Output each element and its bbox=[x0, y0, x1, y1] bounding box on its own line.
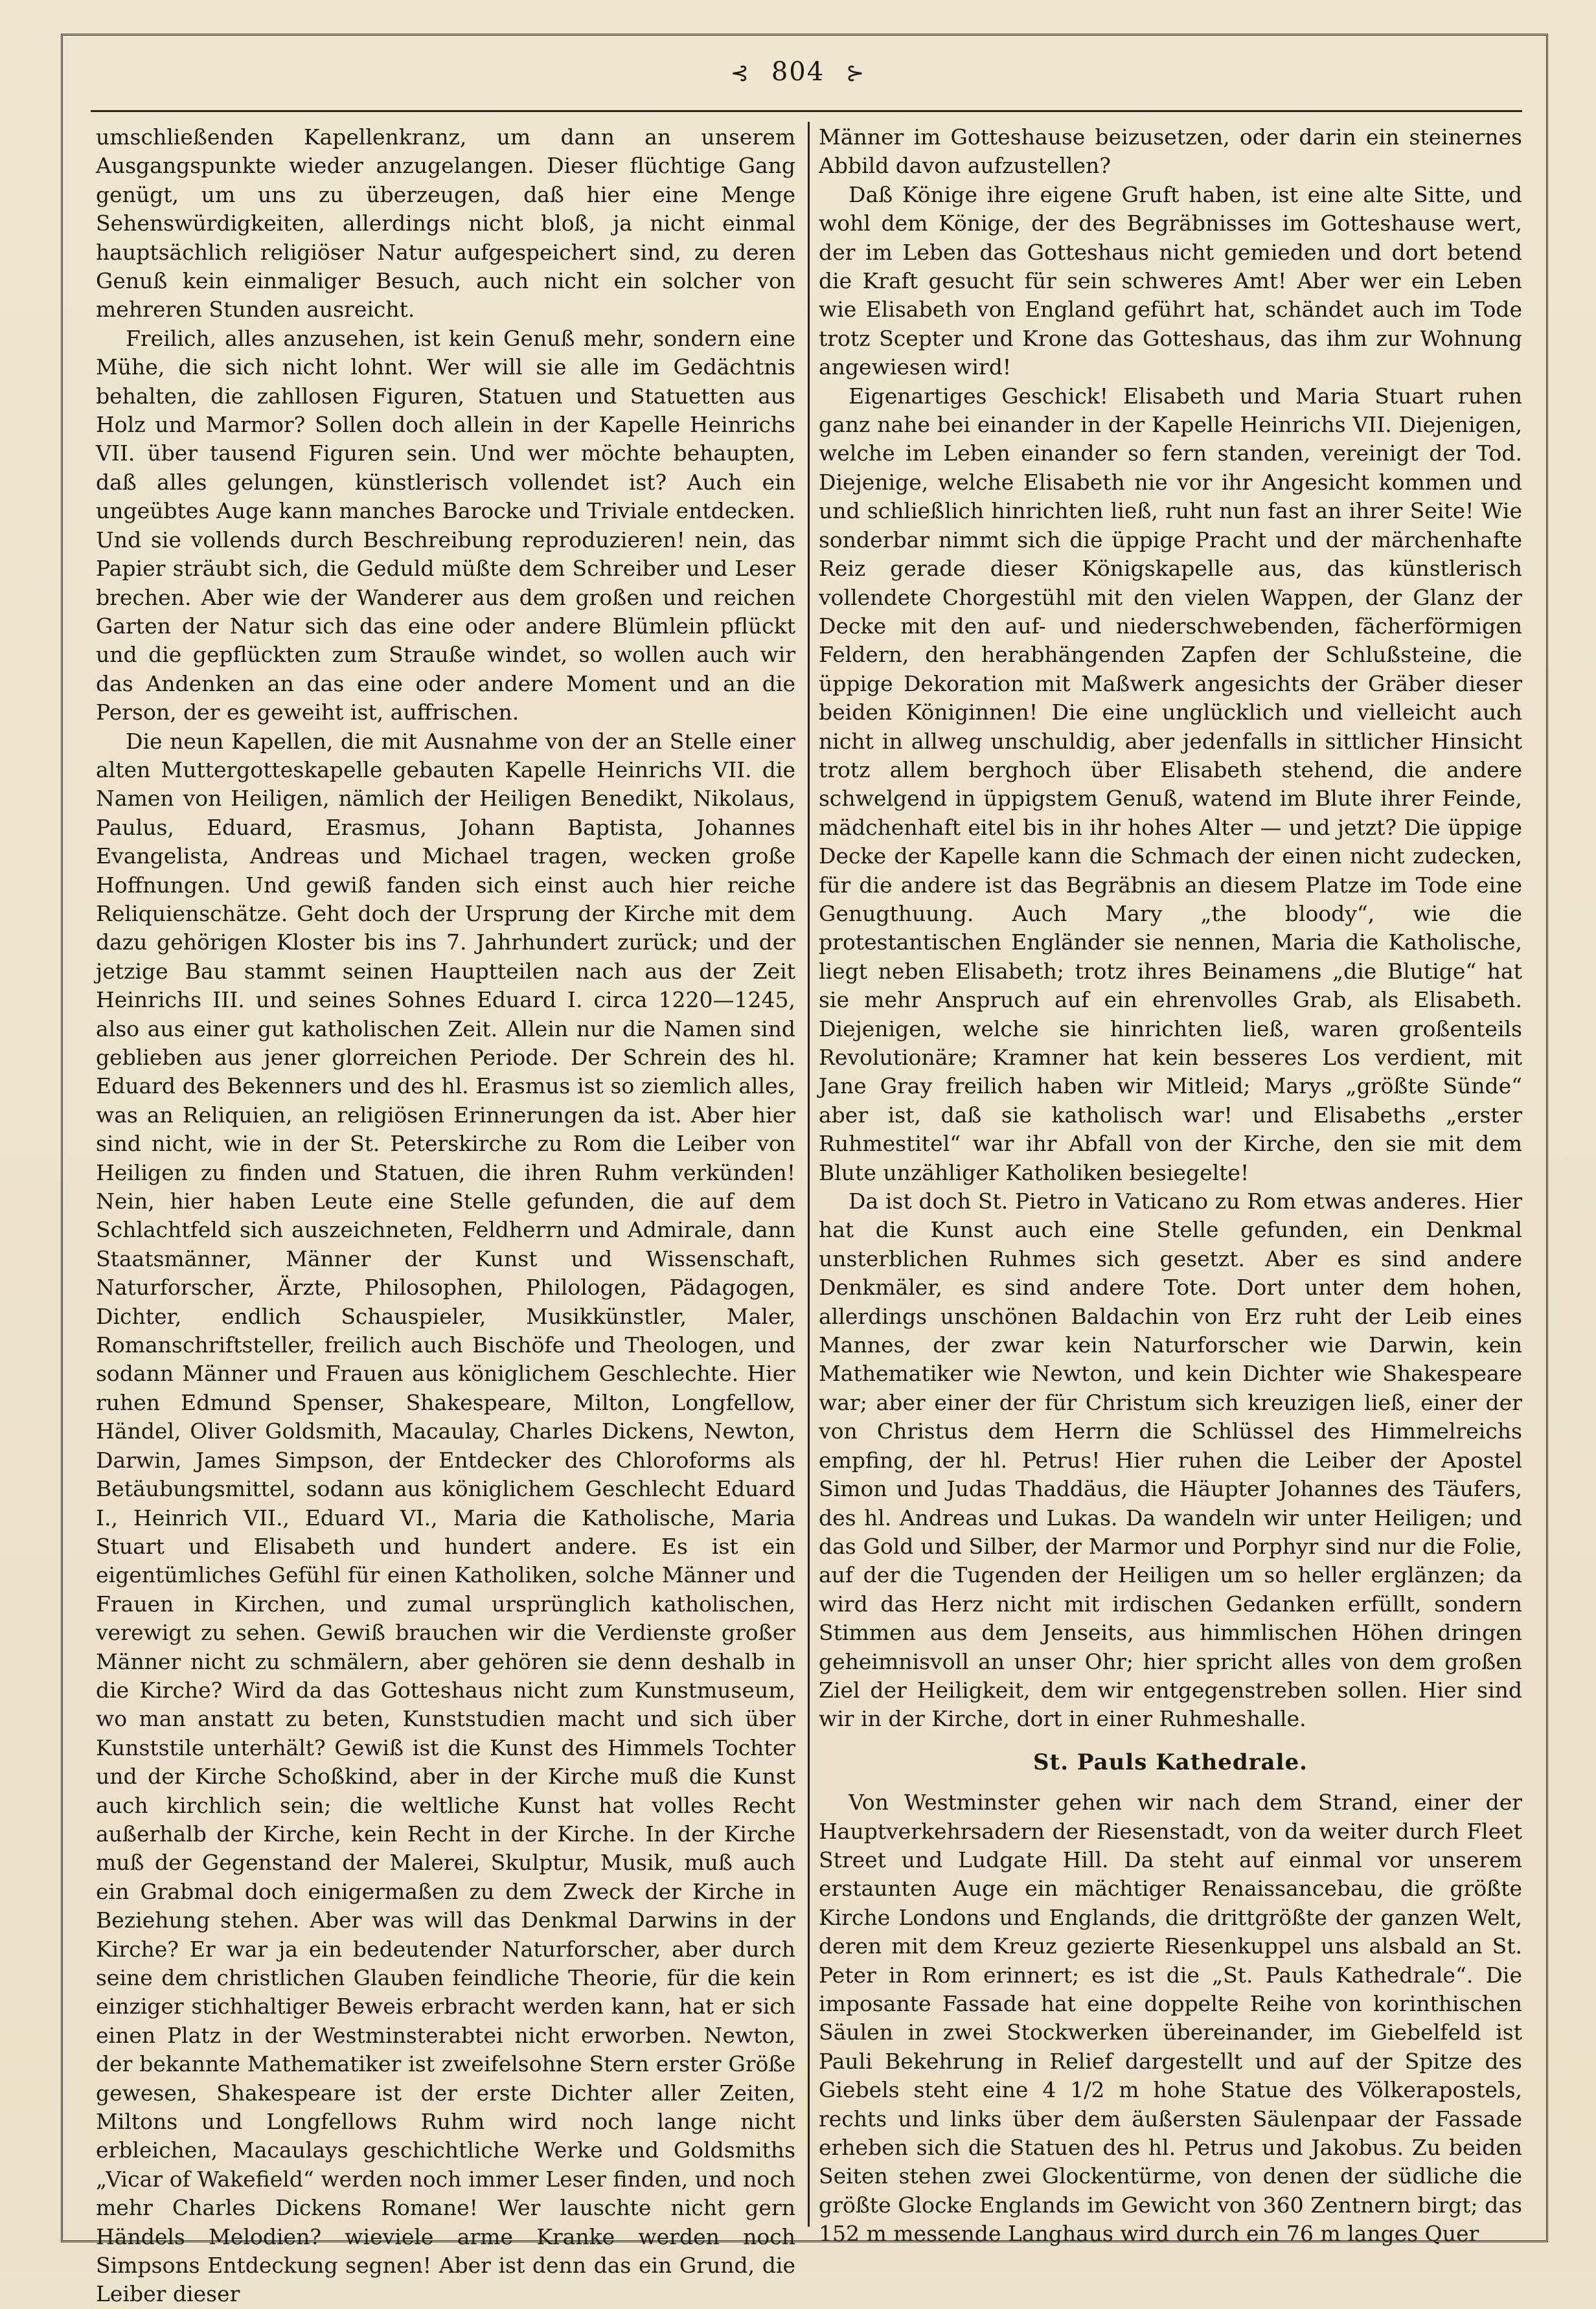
paragraph: Da ist doch St. Pietro in Vaticano zu Rom etwas anderes. Hier hat die Kunst auch eine Stelle gefunden, ein Denkmal unsterblichen Ruhmes sich gesetzt. Aber es sind andere Denkmäler, es sind andere Tote. Dort unter dem hohen, allerdings unschönen Baldachin von Erz ruht der Leib eines Mannes, der zwar kein Naturforscher wie Darwin, kein Mathematiker wie Newton, und kein Dichter wie Shakespeare war; aber einer der für Christum sich kreuzigen ließ, einer der von Christus dem Herrn die Schlüssel des Himmelreichs empfing, der hl. Petrus! Hier ruhen die Leiber der Apostel Simon und Judas Thaddäus, die Häupter Johannes des Täufers, des hl. Andreas und Lukas. Da wandeln wir unter Heiligen; und das Gold und Silber, der Marmor und Porphyr sind nur die Folie, auf der die Tugenden der Heiligen um so heller erglänzen; da wird das Herz nicht mit irdischen Gedanken erfüllt, sondern Stimmen aus dem Jenseits, aus himmlischen Höhen dringen geheimnisvoll an unser Ohr; hier spricht alles von dem großen Ziel der Heiligkeit, dem wir entgegenstreben sollen. Hier sind wir in der Kirche, dort in einer Ruhmeshalle. bbox=[819, 1189, 1522, 1732]
paragraph: Daß Könige ihre eigene Gruft haben, ist eine alte Sitte, und wohl dem Könige, der des Begräbnisses im Gotteshause wert, der im Leben das Gotteshaus nicht gemieden und dort betend die Kraft gesucht für sein schweres Amt! Aber wer ein Leben wie Elisabeth von England geführt hat, schändet auch im Tode trotz Scepter und Krone das Gotteshaus, das ihm zur Wohnung angewiesen wird! bbox=[819, 181, 1522, 380]
section-title: St. Pauls Kathedrale. bbox=[1033, 1749, 1308, 1775]
page-header bbox=[0, 57, 1596, 96]
paragraph: umschließenden Kapellenkranz, um dann an unserem Ausgangspunkte wieder anzugelangen. Dieser flüchtige Gang genügt, um uns zu überzeugen, daß hier eine Menge Sehenswürdigkeiten, allerdings nicht bloß, ja nicht einmal hauptsächlich religiöser Natur aufgespeichert sind, zu deren Genuß kein einmaliger Besuch, auch nicht ein solcher von mehreren Stunden ausreicht. bbox=[96, 124, 795, 323]
page-number: 804 bbox=[771, 57, 825, 87]
paragraph: Freilich, alles anzusehen, ist kein Genuß mehr, sondern eine Mühe, die sich nicht lohnt. Wer will sie alle im Gedächtnis behalten, die zahllosen Figuren, Statuen und Statuetten aus Holz und Marmor? Sollen doch allein in der Kapelle Heinrichs VII. über tausend Figuren sein. Und wer möchte behaupten, daß alles gelungen, künstlerisch vollendet ist? Auch ein ungeübtes Auge kann manches Barocke und Triviale entdecken. Und sie vollends durch Beschreibung reproduzieren! nein, das Papier sträubt sich, die Geduld müßte dem Schreiber und Leser brechen. Aber wie der Wanderer aus dem großen und reichen Garten der Natur sich das eine oder andere Blümlein pflückt und die gepflückten zum Strauße windet, so wollen auch wir das Andenken an das eine oder andere Moment und an die Person, der es geweiht ist, auffrischen. bbox=[96, 325, 795, 725]
paragraph: Die neun Kapellen, die mit Ausnahme von der an Stelle einer alten Muttergotteskapelle gebauten Kapelle Heinrichs VII. die Namen von Heiligen, nämlich der Heiligen Benedikt, Nikolaus, Paulus, Eduard, Erasmus, Johann Baptista, Johannes Evangelista, Andreas und Michael tragen, wecken große Hoffnungen. Und gewiß fanden sich einst auch hier reiche Reliquienschätze. Geht doch der Ursprung der Kirche mit dem dazu gehörigen Kloster bis ins 7. Jahrhundert zurück; und der jetzige Bau stammt seinen Hauptteilen nach aus der Zeit Heinrichs III. und seines Sohnes Eduard I. circa 1220—1245, also aus einer gut katholischen Zeit. Allein nur die Namen sind geblieben aus jener glorreichen Periode. Der Schrein des hl. Eduard des Bekenners und des hl. Erasmus ist so ziemlich alles, was an Reliquien, an religiösen Erinnerungen da ist. Aber hier sind nicht, wie in der St. Peterskirche zu Rom die Leiber von Heiligen zu finden und Statuen, die ihren Ruhm verkünden! Nein, hier haben Leute eine Stelle gefunden, die auf dem Schlachtfeld sich auszeichneten, Feldherrn und Admirale, dann Staatsmänner, Männer der Kunst und Wissenschaft, Naturforscher, Ärzte, Philosophen, Philologen, Pädagogen, Dichter, endlich Schauspieler, Musikkünstler, Maler, Romanschriftsteller, freilich auch Bischöfe und Theologen, und sodann Männer und Frauen aus königlichem Geschlechte. Hier ruhen Edmund Spenser, Shakespeare, Milton, Longfellow, Händel, Oliver Goldsmith, Macaulay, Charles Dickens, Newton, Darwin, James Simpson, der Entdecker des Chloroforms als Betäubungsmittel, sodann aus königlichem Geschlecht Eduard I., Heinrich VII., Eduard VI., Maria die Katholische, Maria Stuart und Elisabeth und hundert andere. Es ist ein eigentümliches Gefühl für einen Katholiken, solche Männer und Frauen in Kirchen, und zumal ursprünglich katholischen, verewigt zu sehen. Gewiß brauchen wir die Verdienste großer Männer nicht zu schmälern, aber gehören sie denn deshalb in die Kirche? Wird da das Gotteshaus nicht zum Kunstmuseum, wo man anstatt zu beten, Kunststudien macht und sich über Kunststile unterhält? Gewiß ist die Kunst des Himmels Tochter und der Kirche Schoßkind, aber in der Kirche muß die Kunst auch kirchlich sein; die weltliche Kunst hat volles Recht außerhalb der Kirche, kein Recht in der Kirche. In der Kirche muß der Gegenstand der Malerei, Skulptur, Musik, muß auch ein Grabmal doch einigermaßen zu dem Zweck der Kirche in Beziehung stehen. Aber was will das Denkmal Darwins in der Kirche? Er war ja ein bedeutender Naturforscher, aber durch seine dem christlichen Glauben feindliche Theorie, für die kein einziger stichhaltiger Beweis erbracht werden kann, hat er sich einen Platz in der Westminsterabtei nicht erworben. Newton, der bekannte Mathematiker ist zweifelsohne Stern erster Größe gewesen, Shakespeare ist der erste Dichter aller Zeiten, Miltons und Longfellows Ruhm wird noch lange nicht erbleichen, Macaulays geschichtliche Werke und Goldsmiths „Vicar of Wakefield“ werden noch immer Leser finden, und noch mehr Charles Dickens Romane! Wer lauschte nicht gern Händels Melodien? wieviele arme Kranke werden noch Simpsons Entdeckung segnen! Aber ist denn das ein Grund, die Leiber dieser bbox=[96, 728, 795, 2307]
left-column bbox=[96, 123, 795, 2309]
ornament-right-icon: ⊱ bbox=[845, 60, 866, 86]
right-column bbox=[819, 123, 1522, 2249]
header-rule bbox=[91, 110, 1522, 112]
paragraph: Männer im Gotteshause beizusetzen, oder darin ein steinernes Abbild davon aufzustellen? bbox=[819, 124, 1522, 179]
paragraph: Von Westminster gehen wir nach dem Strand, einer der Hauptverkehrsadern der Riesenstadt, von da weiter durch Fleet Street und Ludgate Hill. Da steht auf einmal vor unserem erstaunten Auge ein mächtiger Renaissancebau, die größte Kirche Londons und Englands, die drittgrößte der ganzen Welt, deren mit dem Kreuz gezierte Riesenkuppel uns alsbald an St. Peter in Rom erinnert; es ist die „St. Pauls Kathedrale“. Die imposante Fassade hat eine doppelte Reihe von korinthischen Säulen in zwei Stockwerken übereinander, im Giebelfeld ist Pauli Bekehrung in Relief dargestellt und auf der Spitze des Giebels steht eine 4 1/2 m hohe Statue des Völkerapostels, rechts und links über dem äußersten Säulenpaar der Fassade erheben sich die Statuen des hl. Petrus und Jakobus. Zu beiden Seiten stehen zwei Glockentürme, von denen der südliche die größte Glocke Englands im Gewicht von 360 Zentnern birgt; das 152 m messende Langhaus wird durch ein 76 m langes Quer bbox=[819, 1790, 1522, 2247]
paragraph: Eigenartiges Geschick! Elisabeth und Maria Stuart ruhen ganz nahe bei einander in der Kapelle Heinrichs VII. Diejenigen, welche im Leben einander so fern standen, vereinigt der Tod. Diejenige, welche Elisabeth nie vor ihr Angesicht kommen und und schließlich hinrichten ließ, ruht nun fast an ihrer Seite! Wie sonderbar nimmt sich die üppige Pracht und der märchenhafte Reiz gerade dieser Königskapelle aus, das künstlerisch vollendete Chorgestühl mit den vielen Wappen, der Glanz der Decke mit den auf- und niederschwebenden, fächerförmigen Feldern, den herabhängenden Zapfen der Schlußsteine, die üppige Dekoration mit Maßwerk angesichts der Gräber dieser beiden Königinnen! Die eine unglücklich und vielleicht auch nicht in allweg unschuldig, aber jedenfalls in sittlicher Hinsicht trotz allem berghoch über Elisabeth stehend, die andere schwelgend in üppigstem Genuß, watend im Blute ihrer Feinde, mädchenhaft eitel bis in ihr hohes Alter — und jetzt? Die üppige Decke der Kapelle kann die Schmach der einen nicht zudecken, für die andere ist das Begräbnis an diesem Platze im Tode eine Genugthuung. Auch Mary „the bloody“, wie die protestantischen Engländer sie nennen, Maria die Katholische, liegt neben Elisabeth; trotz ihres Beinamens „die Blutige“ hat sie mehr Anspruch auf ein ehrenvolles Grab, als Elisabeth. Diejenigen, welche sie hinrichten ließ, waren großenteils Revolutionäre; Kramner hat kein besseres Los verdient, mit Jane Gray freilich haben wir Mitleid; Marys „größte Sünde“ aber ist, daß sie katholisch war! und Elisabeths „erster Ruhmestitel“ war ihr Abfall von der Kirche, den sie mit dem Blute unzähliger Katholiken besiegelte! bbox=[819, 383, 1522, 1185]
ornament-left-icon: ⊰ bbox=[730, 60, 751, 86]
column-divider bbox=[808, 122, 810, 2227]
